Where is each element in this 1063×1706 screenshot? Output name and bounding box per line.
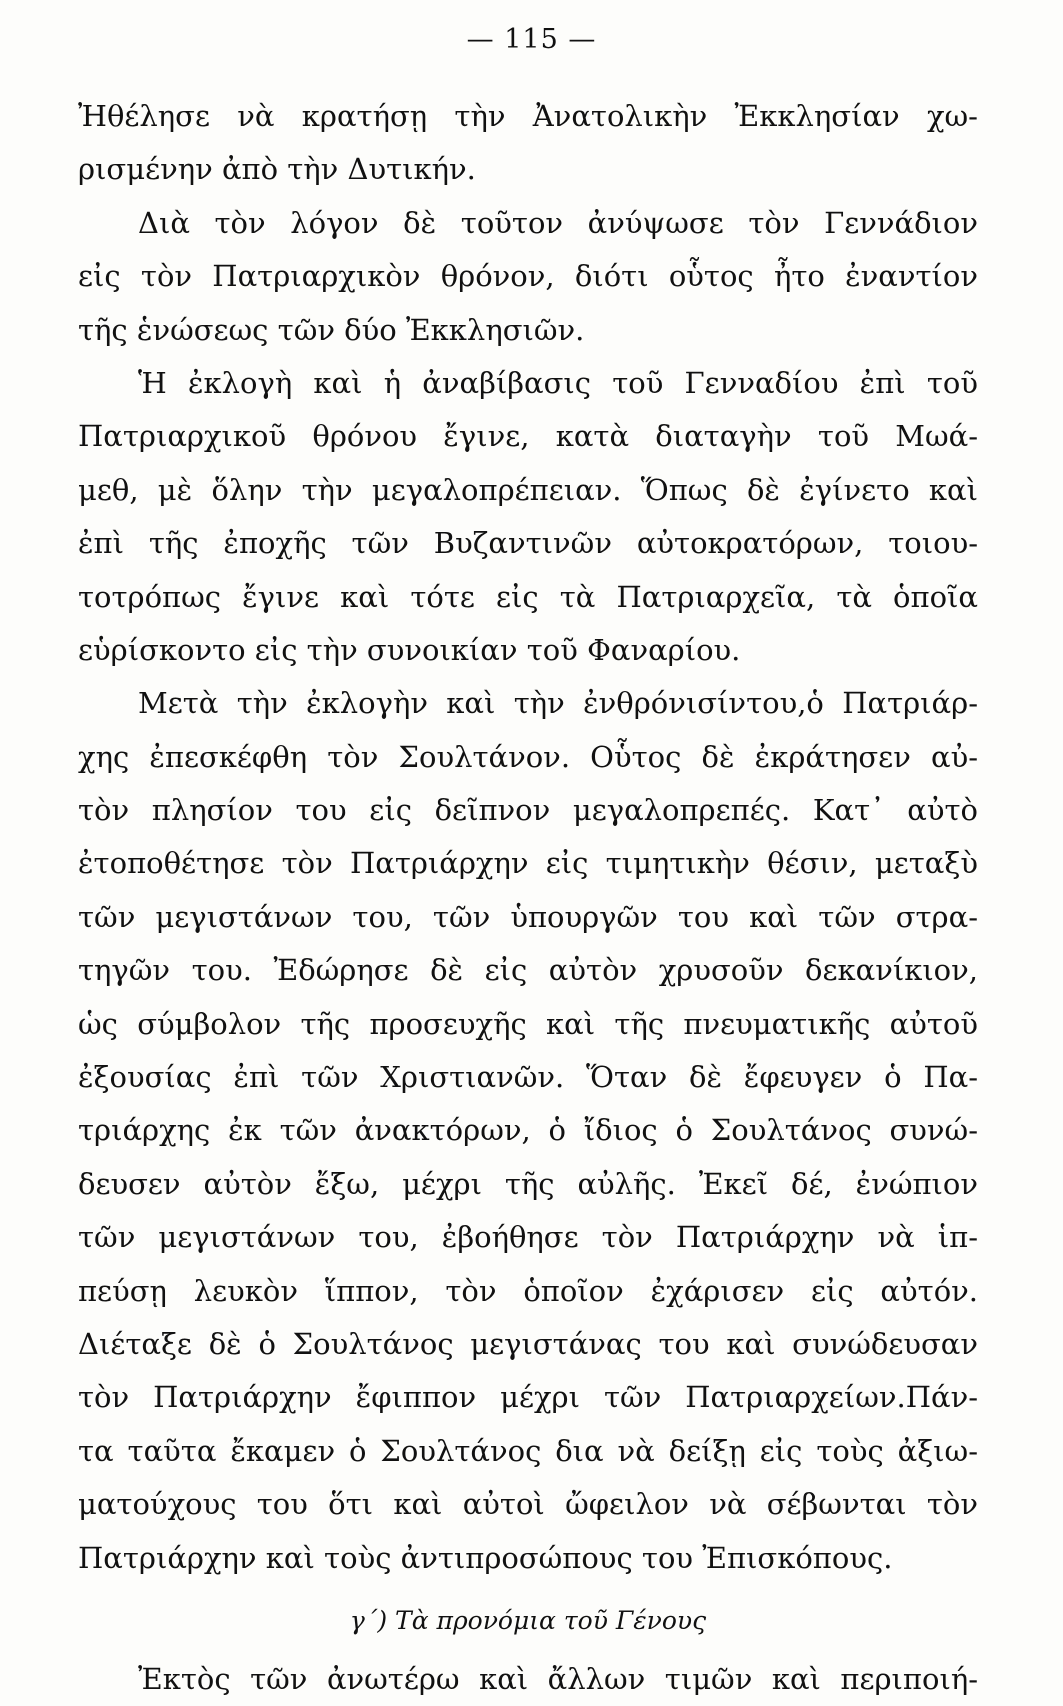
text-line: τα ταῦτα ἔκαμεν ὁ Σουλτάνος δια νὰ δείξῃ εἰς τοὺς ἀξιω- (78, 1433, 978, 1468)
text-line: Μετὰ τὴν ἐκλογὴν καὶ τὴν ἐνθρόνισίντου,ὁ Πατριάρ- (138, 686, 978, 721)
text-line: τριάρχης ἐκ τῶν ἀνακτόρων, ὁ ἴδιος ὁ Σουλτάνος συνώ- (78, 1113, 978, 1148)
section-heading: γ΄) Τὰ προνόμια τοῦ Γένους (349, 1605, 707, 1635)
page-number: — 115 — (466, 24, 597, 55)
text-line: τηγῶν του. Ἐδώρησε δὲ εἰς αὐτὸν χρυσοῦν δεκανίκιον, (78, 953, 978, 988)
text-line: ματούχους του ὅτι καὶ αὐτοὶ ὤφειλον νὰ σέβωνται τὸν (78, 1487, 978, 1522)
text-line: ρισμένην ἀπὸ τὴν Δυτικήν. (78, 152, 476, 187)
text-line: ὡς σύμβολον τῆς προσευχῆς καὶ τῆς πνευματικῆς αὐτοῦ (78, 1006, 978, 1041)
text-line: δευσεν αὐτὸν ἔξω, μέχρι τῆς αὐλῆς. Ἐκεῖ δέ, ἐνώπιον (78, 1166, 978, 1201)
text-line: μεθ, μὲ ὅλην τὴν μεγαλοπρέπειαν. Ὅπως δὲ ἐγίνετο καὶ (78, 472, 978, 507)
text-line: Διὰ τὸν λόγον δὲ τοῦτον ἀνύψωσε τὸν Γεννάδιον (138, 205, 978, 240)
text-line: Διέταξε δὲ ὁ Σουλτάνος μεγιστάνας του καὶ συνώδευσαν (78, 1326, 978, 1361)
text-line: Ἡ ἐκλογὴ καὶ ἡ ἀναβίβασις τοῦ Γενναδίου ἐπὶ τοῦ (138, 365, 978, 400)
text-line: Ἠθέλησε νὰ κρατήσῃ τὴν Ἀνατολικὴν Ἐκκλησίαν χω- (78, 99, 978, 133)
body-text (78, 90, 978, 1706)
text-line: τὸν Πατριάρχην ἔφιππον μέχρι τῶν Πατριαρχείων.Πάν- (78, 1380, 978, 1415)
text-line: Ἐκτὸς τῶν ἀνωτέρω καὶ ἄλλων τιμῶν καὶ περιποιή- (138, 1661, 978, 1696)
text-line: τῶν μεγιστάνων του, ἐβοήθησε τὸν Πατριάρχην νὰ ἱπ- (78, 1220, 978, 1255)
text-line: ἐτοποθέτησε τὸν Πατριάρχην εἰς τιμητικὴν θέσιν, μεταξὺ (78, 846, 978, 881)
text-line: τὸν πλησίον του εἰς δεῖπνον μεγαλοπρεπές. Κατ᾽ αὐτὸ (78, 793, 978, 828)
text-line: τῆς ἑνώσεως τῶν δύο Ἐκκλησιῶν. (78, 312, 585, 347)
text-line: ἐπὶ τῆς ἐποχῆς τῶν Βυζαντινῶν αὐτοκρατόρων, τοιου- (78, 526, 978, 561)
text-line: εὑρίσκοντο εἰς τὴν συνοικίαν τοῦ Φαναρίου. (78, 632, 741, 667)
text-line: Πατριαρχικοῦ θρόνου ἔγινε, κατὰ διαταγὴν τοῦ Μωά- (78, 419, 978, 454)
text-line: ἐξουσίας ἐπὶ τῶν Χριστιανῶν. Ὅταν δὲ ἔφευγεν ὁ Πα- (78, 1060, 978, 1095)
text-line: πεύσῃ λευκὸν ἵππον, τὸν ὁποῖον ἐχάρισεν εἰς αὐτόν. (78, 1273, 978, 1308)
text-line: τῶν μεγιστάνων του, τῶν ὑπουργῶν του καὶ τῶν στρα- (78, 899, 978, 934)
text-line: χης ἐπεσκέφθη τὸν Σουλτάνον. Οὗτος δὲ ἐκράτησεν αὐ- (78, 739, 978, 774)
text-line: τοτρόπως ἔγινε καὶ τότε εἰς τὰ Πατριαρχεῖα, τὰ ὁποῖα (78, 579, 978, 614)
text-line: Πατριάρχην καὶ τοὺς ἀντιπροσώπους του Ἐπισκόπους. (78, 1540, 893, 1575)
text-line: εἰς τὸν Πατριαρχικὸν θρόνον, διότι οὗτος ἦτο ἐναντίον (78, 259, 978, 294)
